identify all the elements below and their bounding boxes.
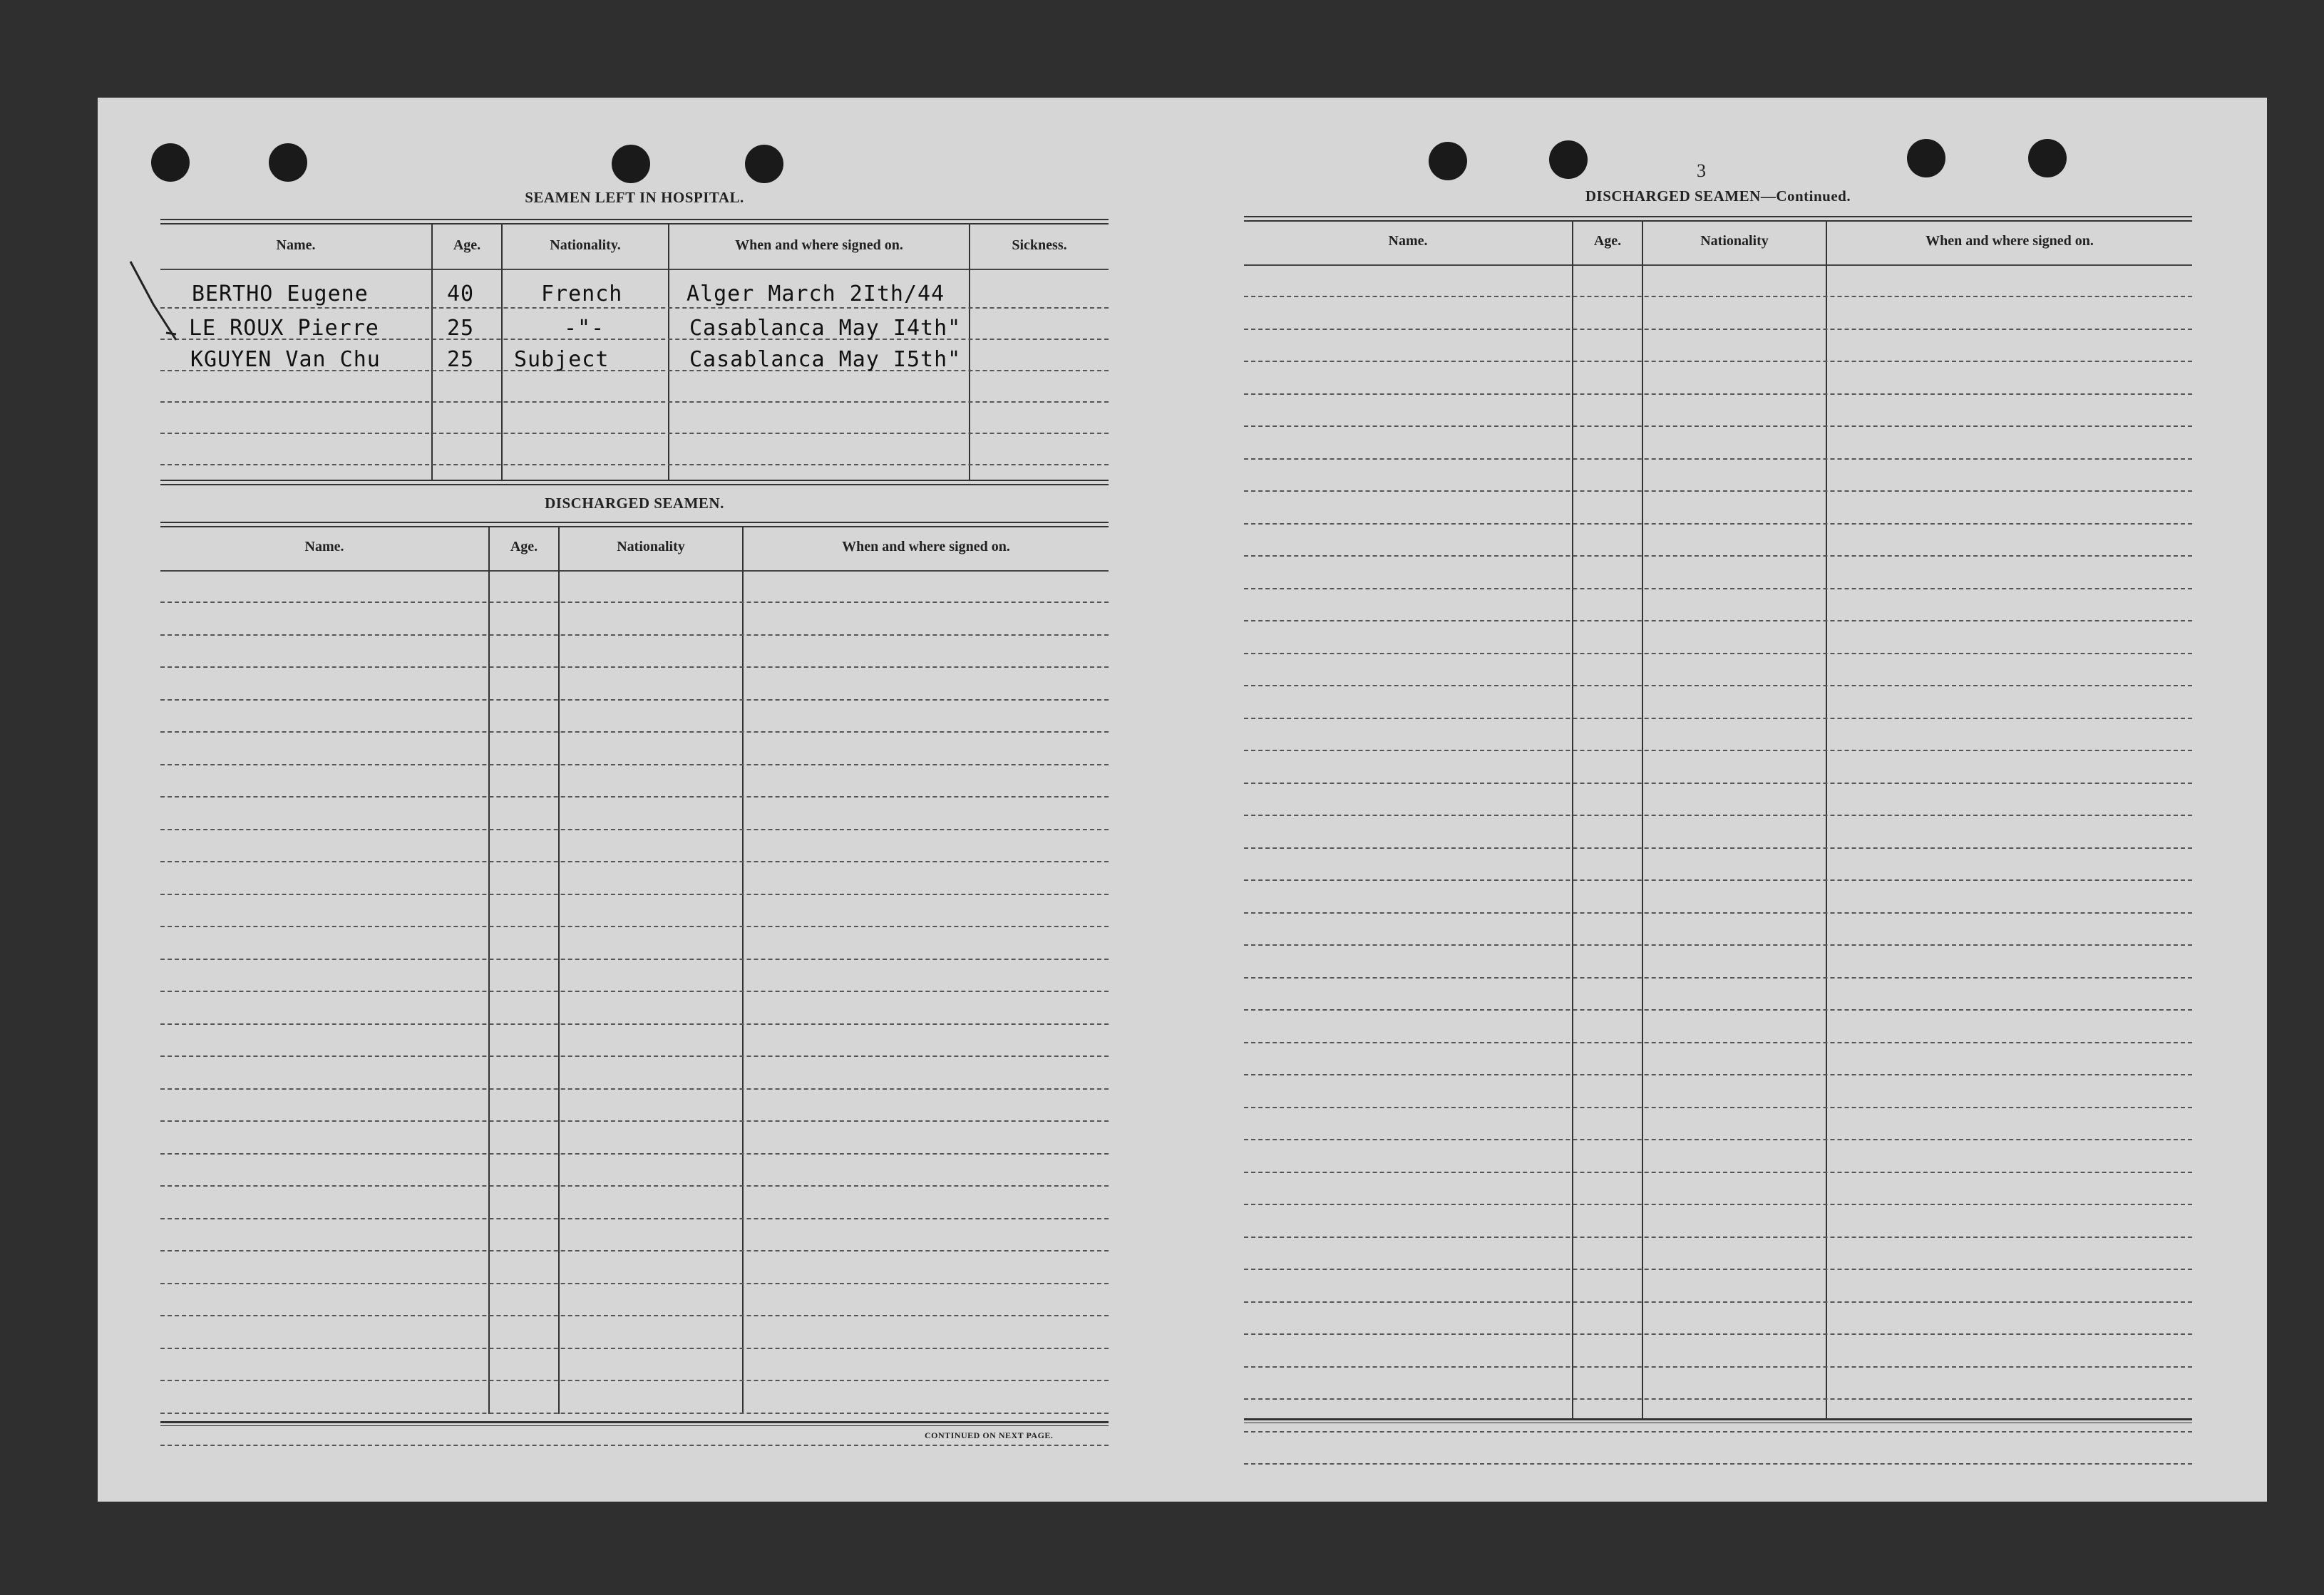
- left-page: [160, 98, 1109, 1502]
- row-line: [160, 829, 1109, 830]
- row-line: [160, 1348, 1109, 1349]
- row-line: [160, 401, 1109, 403]
- row-line: [1244, 296, 2192, 297]
- row-line: [160, 991, 1109, 992]
- continued-note: CONTINUED ON NEXT PAGE.: [925, 1430, 1054, 1440]
- row-line: [160, 666, 1109, 668]
- table-top-rule: [1244, 216, 2192, 222]
- col-header-signed-on: When and where signed on.: [842, 539, 1010, 554]
- row-line: [160, 307, 1109, 309]
- row-line: [1244, 1269, 2192, 1270]
- row-line: [1244, 1172, 2192, 1173]
- hospital-row-3-nationality: Subject: [514, 347, 610, 372]
- column-divider: [558, 527, 560, 1414]
- hospital-row-1-name: BERTHO Eugene: [192, 282, 369, 306]
- page-footer-rule: [1244, 1418, 2192, 1423]
- hospital-row-1-age: 40: [447, 282, 475, 306]
- discharged-table: [160, 522, 1109, 1519]
- row-line: [1244, 1463, 2192, 1465]
- column-divider: [501, 224, 503, 481]
- row-line: [1244, 1333, 2192, 1335]
- discharged-continued-table: [1244, 216, 2192, 1428]
- page-footer-rule: [160, 1421, 1109, 1426]
- row-line: [1244, 1301, 2192, 1303]
- row-line: [1244, 555, 2192, 557]
- discharged-continued-title: DISCHARGED SEAMEN—Continued.: [1585, 187, 1851, 205]
- row-line: [1244, 879, 2192, 881]
- hospital-row-3-name: KGUYEN Van Chu: [190, 347, 381, 372]
- row-line: [1244, 329, 2192, 330]
- row-line: [160, 959, 1109, 960]
- col-header-nationality: Nationality: [1700, 233, 1769, 249]
- table-bottom-rule: [160, 480, 1109, 485]
- row-line: [1244, 523, 2192, 525]
- col-header-age: Age.: [510, 539, 538, 554]
- hospital-row-2-nationality: -"-: [564, 316, 605, 341]
- row-line: [1244, 1139, 2192, 1140]
- row-line: [1244, 783, 2192, 784]
- col-header-name: Name.: [1388, 233, 1428, 249]
- col-header-age: Age.: [453, 237, 481, 253]
- col-header-age: Age.: [1593, 233, 1622, 249]
- header-rule: [160, 570, 1109, 572]
- row-line: [1244, 1074, 2192, 1075]
- col-header-nationality: Nationality: [617, 539, 685, 554]
- page-number: 3: [1697, 160, 1706, 181]
- hospital-row-1-signed-on: Alger March 2Ith/44: [687, 282, 945, 306]
- column-divider: [1572, 222, 1573, 1419]
- row-line: [1244, 458, 2192, 460]
- row-line: [160, 731, 1109, 733]
- col-header-name: Name.: [304, 539, 344, 554]
- row-line: [160, 1445, 1109, 1446]
- column-divider: [1826, 222, 1827, 1419]
- row-line: [160, 894, 1109, 895]
- row-line: [160, 1055, 1109, 1057]
- table-top-rule: [160, 219, 1109, 224]
- row-line: [1244, 1042, 2192, 1043]
- column-divider: [742, 527, 744, 1414]
- hospital-row-2-name: LE ROUX Pierre: [189, 316, 379, 341]
- row-line: [160, 1315, 1109, 1316]
- row-line: [160, 926, 1109, 927]
- row-line: [160, 764, 1109, 765]
- row-line: [1244, 912, 2192, 914]
- row-line: [160, 1120, 1109, 1122]
- row-line: [1244, 685, 2192, 686]
- hospital-section-title: SEAMEN LEFT IN HOSPITAL.: [525, 189, 744, 206]
- row-line: [1244, 588, 2192, 589]
- row-line: [1244, 1366, 2192, 1368]
- header-rule: [1244, 264, 2192, 266]
- row-line: [1244, 815, 2192, 816]
- row-line: [160, 634, 1109, 636]
- row-line: [160, 1185, 1109, 1187]
- row-line: [1244, 1204, 2192, 1205]
- col-header-sickness: Sickness.: [1012, 237, 1067, 253]
- discharged-section-title: DISCHARGED SEAMEN.: [545, 495, 724, 512]
- document-sheet: [98, 98, 2267, 1502]
- table-top-rule: [160, 522, 1109, 527]
- hospital-row-2-signed-on: Casablanca May I4th": [689, 316, 962, 341]
- hospital-row-2-age: 25: [447, 316, 475, 341]
- row-line: [1244, 847, 2192, 849]
- row-line: [1244, 425, 2192, 427]
- row-line: [1244, 718, 2192, 719]
- row-line: [160, 699, 1109, 701]
- row-line: [160, 1088, 1109, 1090]
- row-line: [1244, 393, 2192, 395]
- row-line: [1244, 1398, 2192, 1400]
- row-line: [1244, 1237, 2192, 1238]
- row-line: [160, 1023, 1109, 1025]
- col-header-signed-on: When and where signed on.: [1925, 233, 2094, 249]
- row-line: [160, 464, 1109, 465]
- row-line: [160, 433, 1109, 434]
- row-line: [1244, 944, 2192, 946]
- row-line: [160, 1218, 1109, 1219]
- col-header-name: Name.: [276, 237, 316, 253]
- column-divider: [488, 527, 490, 1414]
- right-page: [1244, 98, 2192, 1502]
- row-line: [1244, 620, 2192, 621]
- row-line: [160, 1250, 1109, 1251]
- row-line: [1244, 750, 2192, 751]
- row-line: [1244, 977, 2192, 979]
- hospital-row-1-nationality: French: [541, 282, 623, 306]
- row-line: [160, 1283, 1109, 1284]
- row-line: [160, 861, 1109, 862]
- row-line: [1244, 1009, 2192, 1011]
- col-header-nationality: Nationality.: [550, 237, 621, 253]
- hospital-row-3-signed-on: Casablanca May I5th": [689, 347, 962, 372]
- column-divider: [1642, 222, 1643, 1419]
- row-line: [1244, 1431, 2192, 1433]
- row-line: [160, 1153, 1109, 1155]
- row-line: [1244, 653, 2192, 654]
- row-line: [1244, 490, 2192, 492]
- row-line: [1244, 1107, 2192, 1108]
- column-divider: [969, 224, 970, 481]
- row-line: [160, 1413, 1109, 1414]
- row-line: [160, 602, 1109, 603]
- column-divider: [431, 224, 433, 481]
- hospital-row-3-age: 25: [447, 347, 475, 372]
- row-line: [1244, 361, 2192, 362]
- column-divider: [668, 224, 669, 481]
- header-rule: [160, 269, 1109, 270]
- row-line: [160, 796, 1109, 798]
- check-mark: [125, 254, 196, 361]
- col-header-signed-on: When and where signed on.: [735, 237, 903, 253]
- row-line: [160, 1380, 1109, 1381]
